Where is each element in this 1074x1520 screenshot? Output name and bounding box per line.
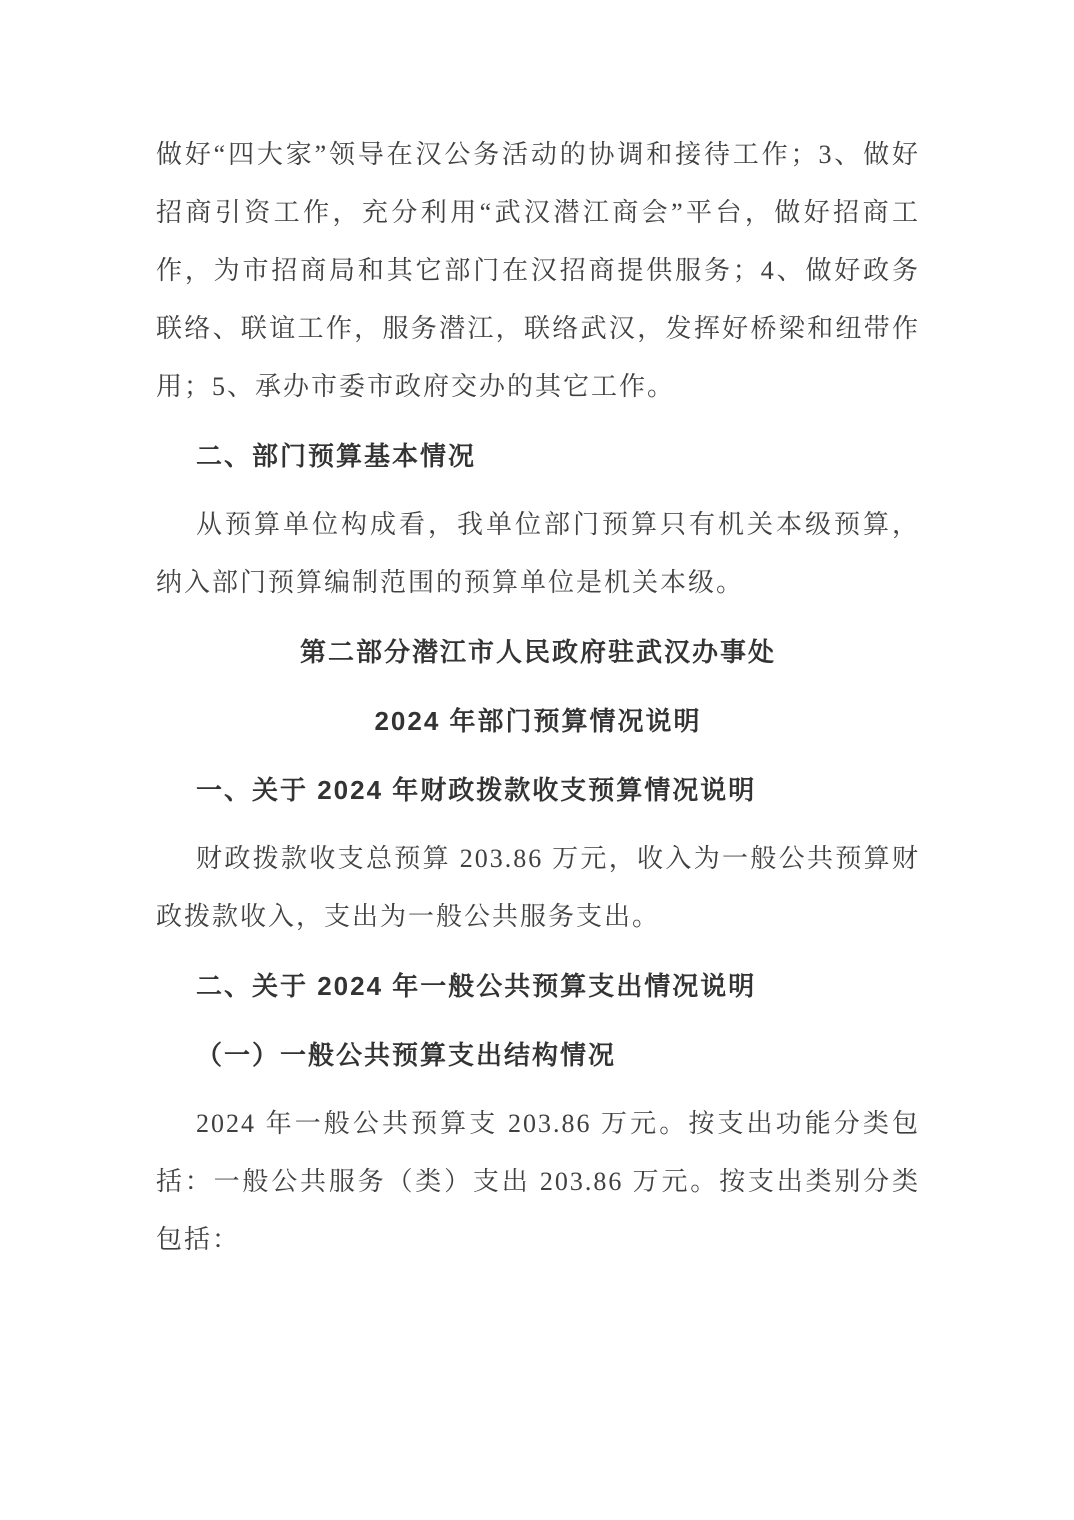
budget-statement-subtitle: 2024 年部门预算情况说明 bbox=[374, 706, 702, 736]
paragraph-fiscal-appropriation-total: 财政拨款收支总预算 203.86 万元，收入为一般公共预算财政拨款收入，支出为一般公共服务支出。 bbox=[156, 844, 920, 931]
section-heading-fiscal-appropriation: 一、关于 2024 年财政拨款收支预算情况说明 bbox=[196, 775, 757, 805]
paragraph-expenditure-classification: 2024 年一般公共预算支 203.86 万元。按支出功能分类包括：一般公共服务（类）支出 203.86 万元。按支出类别分类包括： bbox=[156, 1109, 920, 1254]
section-heading-budget-basics: 二、部门预算基本情况 bbox=[196, 441, 477, 471]
subsection-heading-expenditure-structure: （一）一般公共预算支出结构情况 bbox=[196, 1040, 617, 1070]
section-heading-public-budget-expenditure: 二、关于 2024 年一般公共预算支出情况说明 bbox=[196, 971, 757, 1001]
paragraph-duties-continuation: 做好“四大家”领导在汉公务活动的协调和接待工作；3、做好招商引资工作，充分利用“武汉潜江商会”平台，做好招商工作，为市招商局和其它部门在汉招商提供服务；4、做好政务联络、联谊工作，服务潜江，联络武汉，发挥好桥梁和纽带作用；5、承办市委市政府交办的其它工作。 bbox=[156, 140, 920, 401]
part-two-title: 第二部分潜江市人民政府驻武汉办事处 bbox=[299, 637, 776, 667]
paragraph-budget-unit-composition: 从预算单位构成看，我单位部门预算只有机关本级预算，纳入部门预算编制范围的预算单位是机关本级。 bbox=[156, 510, 920, 597]
